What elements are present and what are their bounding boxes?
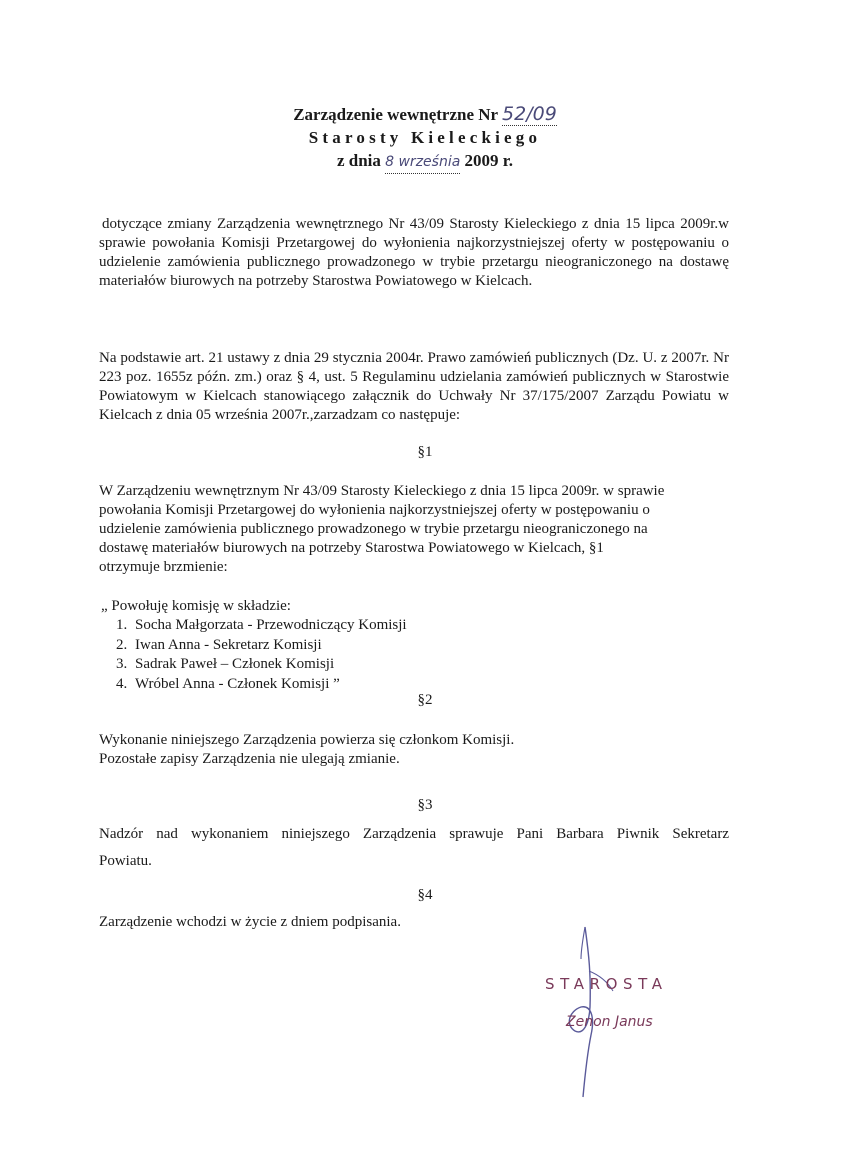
section-2-line: Pozostałe zapisy Zarządzenia nie ulegają zmianie.	[99, 751, 400, 767]
list-intro: „ Powołuję komisję w składzie:	[101, 598, 291, 614]
stamp-title: STAROSTA	[545, 975, 668, 993]
section-1-line: udzielenie zamówienia publicznego prowadzonego w trybie przetargu nieograniczonego na	[99, 521, 648, 537]
date-prefix: z dnia	[336, 151, 381, 170]
list-item: 3. Sadrak Paweł – Członek Komisji	[131, 655, 407, 674]
legal-basis-paragraph: Na podstawie art. 21 ustawy z dnia 29 stycznia 2004r. Prawo zamówień publicznych (Dz. U. z 2007r. Nr 223 poz. 1655z późn. zm.) oraz § 4, ust. 5 Regulaminu udzielania zamówień publicznych w Starostwie Powiatowym w Kielcach stanowiącego załącznik do Uchwały Nr 37/175/2007 Zarządu Powiatu w Kielcach z dnia 05 września 2007r.,zarzadzam co następuje:	[99, 350, 729, 423]
handwritten-number: 52/09	[502, 103, 557, 125]
stamp-name: Zenon Janus	[566, 1014, 653, 1030]
section-3-text: Nadzór nad wykonaniem niniejszego Zarządzenia sprawuje Pani Barbara Piwnik Sekretarz	[99, 826, 729, 842]
members-list	[101, 616, 407, 694]
section-1-line: powołania Komisji Przetargowej do wyłonienia najkorzystniejszej oferty w postępowaniu o	[99, 502, 650, 518]
committee-list	[101, 597, 407, 694]
signature-icon	[555, 915, 675, 1105]
handwritten-date: 8 września	[385, 151, 460, 174]
section-1-line: W Zarządzeniu wewnętrznym Nr 43/09 Starosty Kieleckiego z dnia 15 lipca 2009r. w sprawie	[99, 483, 665, 499]
list-item: 2. Iwan Anna - Sekretarz Komisji	[131, 636, 407, 655]
section-1-line: otrzymuje brzmienie:	[99, 559, 228, 575]
title-prefix: Zarządzenie wewnętrzne Nr	[293, 105, 498, 124]
list-item: 4. Wróbel Anna - Członek Komisji ”	[131, 675, 407, 694]
section-4-text: Zarządzenie wchodzi w życie z dniem podpisania.	[99, 914, 401, 930]
section-3-text-end: Powiatu.	[99, 853, 152, 869]
date-suffix: 2009 r.	[464, 151, 514, 170]
section-4-heading: §4	[417, 887, 433, 903]
issuer-line: Starosty Kieleckiego	[308, 128, 542, 147]
section-2-heading: §2	[417, 692, 433, 708]
intro-paragraph: dotyczące zmiany Zarządzenia wewnętrznego Nr 43/09 Starosty Kieleckiego z dnia 15 lipca 2009r.w sprawie powołania Komisji Przetargowej do wyłonienia najkorzystniejszej oferty w postępowaniu o udzielenie zamówienia publicznego prowadzonego w trybie przetargu nieograniczonego na dostawę materiałów biurowych na potrzeby Starostwa Powiatowego w Kielcach.	[99, 216, 729, 289]
section-1-line: dostawę materiałów biurowych na potrzeby Starostwa Powiatowego w Kielcach, §1	[99, 540, 604, 556]
section-2-line: Wykonanie niniejszego Zarządzenia powierza się członkom Komisji.	[99, 732, 515, 748]
document-title	[0, 103, 850, 126]
list-item: 1. Socha Małgorzata - Przewodniczący Komisji	[131, 616, 407, 635]
section-3-heading: §3	[417, 797, 433, 813]
date-line	[0, 150, 850, 174]
section-1-heading: §1	[417, 444, 433, 460]
